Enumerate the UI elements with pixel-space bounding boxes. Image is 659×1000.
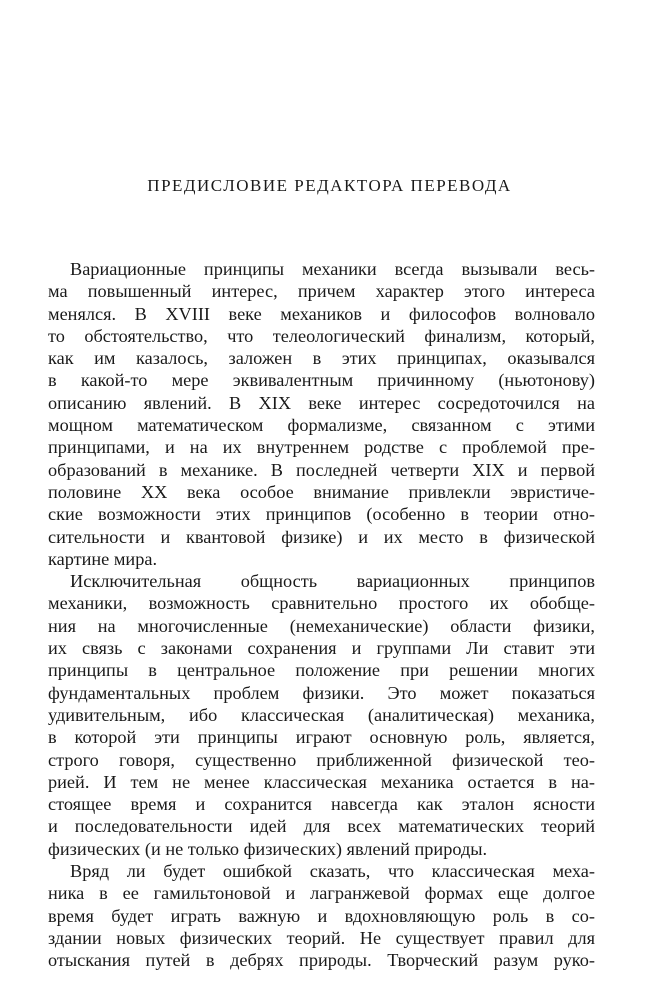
- text-line: Вариационные принципы механики всегда вызывали весь-: [70, 259, 595, 279]
- text-line: здании новых физических теорий. Не существует правил для: [48, 927, 595, 948]
- text-line: картине мира.: [48, 548, 158, 569]
- text-line: сительности и квантовой физике) и их место в физической: [48, 526, 595, 547]
- text-line: образований в механике. В последней четверти XIX и первой: [48, 459, 595, 480]
- text-line: половине XX века особое внимание привлекли эвристиче-: [48, 481, 595, 502]
- text-line: строго говоря, существенно приближенной физической тео-: [48, 749, 595, 770]
- text-line: ника в ее гамильтоновой и лагранжевой формах еще долгое: [48, 883, 595, 904]
- text-line: описанию явлений. В XIX веке интерес сосредоточился на: [48, 392, 595, 413]
- text-line: время будет играть важную и вдохновляющую роль в со-: [48, 905, 595, 926]
- text-line: механики, возможность сравнительно простого их обобще-: [48, 593, 595, 614]
- text-line: ма повышенный интерес, причем характер этого интереса: [48, 281, 595, 302]
- text-line: фундаментальных проблем физики. Это может показаться: [48, 682, 595, 703]
- text-line: принципы в центральное положение при решении многих: [48, 660, 595, 681]
- text-line: их связь с законами сохранения и группами Ли ставит эти: [48, 638, 595, 659]
- text-line: в которой эти принципы играют основную роль, является,: [48, 727, 595, 748]
- text-line: в какой-то мере эквивалентным причинному (ньютонову): [48, 370, 595, 391]
- text-line: стоящее время и сохранится навсегда как эталон ясности: [48, 794, 595, 815]
- text-line: физических (и не только физических) явлений природы.: [48, 838, 488, 859]
- text-line: отыскания путей в дебрях природы. Творческий разум руко-: [48, 950, 595, 971]
- text-line: удивительным, ибо классическая (аналитическая) механика,: [48, 704, 595, 725]
- page-title: ПРЕДИСЛОВИЕ РЕДАКТОРА ПЕРЕВОДА: [147, 176, 512, 195]
- text-line: как им казалось, заложен в этих принципах, оказывался: [48, 348, 595, 369]
- text-line: менялся. В XVIII веке механиков и философов волновало: [48, 303, 595, 324]
- text-line: Исключительная общность вариационных принципов: [70, 571, 595, 592]
- text-line: ния на многочисленные (немеханические) области физики,: [48, 615, 595, 636]
- text-line: то обстоятельство, что телеологический финализм, который,: [48, 325, 595, 346]
- text-line: и последовательности идей для всех математических теорий: [48, 816, 595, 837]
- text-line: Вряд ли будет ошибкой сказать, что классическая меха-: [70, 861, 595, 882]
- text-line: ские возможности этих принципов (особенно в теории отно-: [48, 504, 595, 525]
- text-line: принципами, и на их внутреннем родстве с проблемой пре-: [48, 437, 595, 458]
- text-line: мощном математическом формализме, связанном с этими: [48, 415, 595, 436]
- body-text: [48, 258, 595, 972]
- text-line: рией. И тем не менее классическая механика остается в на-: [48, 771, 595, 792]
